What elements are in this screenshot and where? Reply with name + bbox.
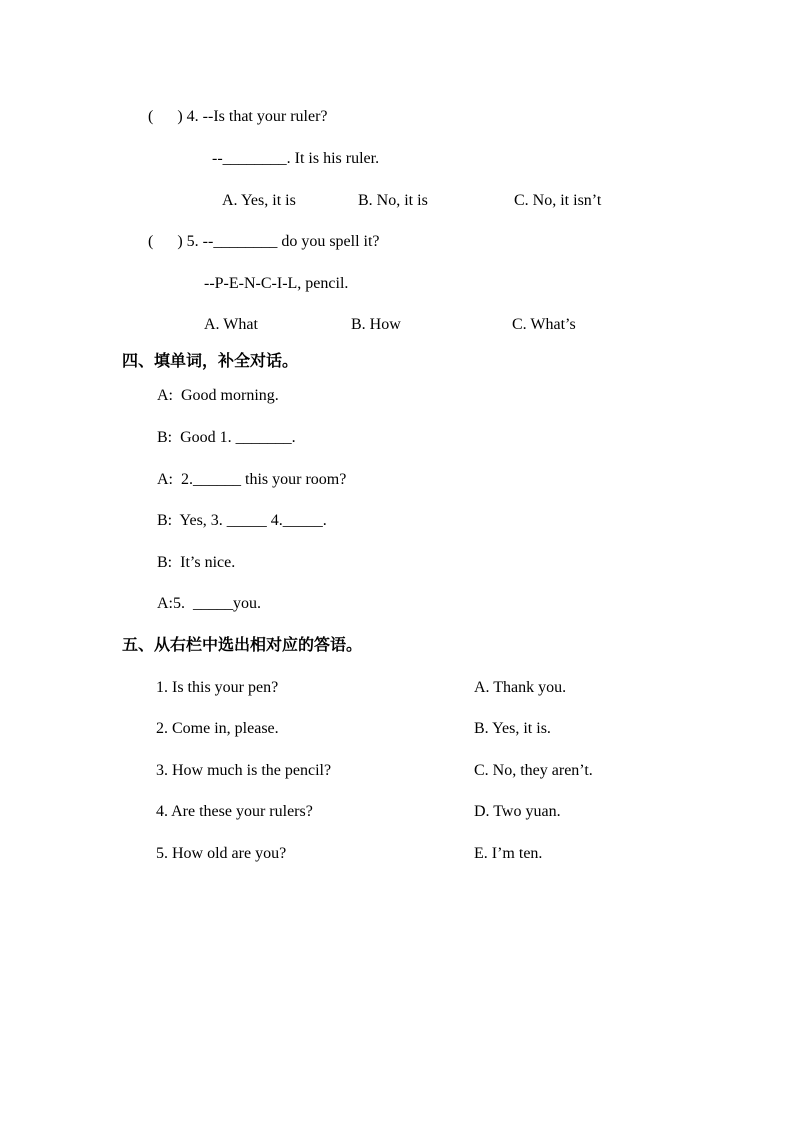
match-question: 2. Come in, please. — [156, 720, 279, 737]
question-5-stem: ( ) 5. --________ do you spell it? — [148, 233, 380, 250]
match-answer: B. Yes, it is. — [474, 720, 551, 737]
question-5-option-a: A. What — [204, 316, 258, 333]
dialogue-line: B: It’s nice. — [157, 554, 236, 571]
question-4-stem: ( ) 4. --Is that your ruler? — [148, 108, 328, 125]
dialogue-line: A: 2.______ this your room? — [157, 471, 347, 488]
dialogue-line: B: Yes, 3. _____ 4._____. — [157, 512, 327, 529]
section-4-heading: 四、填单词，补全对话。 — [122, 351, 299, 370]
question-4-option-c: C. No, it isn’t — [514, 192, 602, 209]
question-4-option-a: A. Yes, it is — [222, 192, 296, 209]
question-4-answer-line: --________. It is his ruler. — [212, 150, 380, 167]
match-answer: A. Thank you. — [474, 679, 567, 696]
question-4-option-b: B. No, it is — [358, 192, 428, 209]
question-5-option-b: B. How — [351, 316, 401, 333]
match-answer: D. Two yuan. — [474, 803, 561, 820]
dialogue-line: A:5. _____you. — [157, 595, 261, 612]
match-question: 3. How much is the pencil? — [156, 762, 332, 779]
question-5-option-c: C. What’s — [512, 316, 576, 333]
dialogue-line: B: Good 1. _______. — [157, 429, 296, 446]
match-question: 5. How old are you? — [156, 845, 287, 862]
match-answer: C. No, they aren’t. — [474, 762, 593, 779]
match-answer: E. I’m ten. — [474, 845, 543, 862]
section-5-heading: 五、从右栏中选出相对应的答语。 — [122, 635, 363, 654]
question-5-answer-line: --P-E-N-C-I-L, pencil. — [204, 275, 349, 292]
match-question: 1. Is this your pen? — [156, 679, 279, 696]
match-question: 4. Are these your rulers? — [156, 803, 313, 820]
dialogue-line: A: Good morning. — [157, 387, 279, 404]
